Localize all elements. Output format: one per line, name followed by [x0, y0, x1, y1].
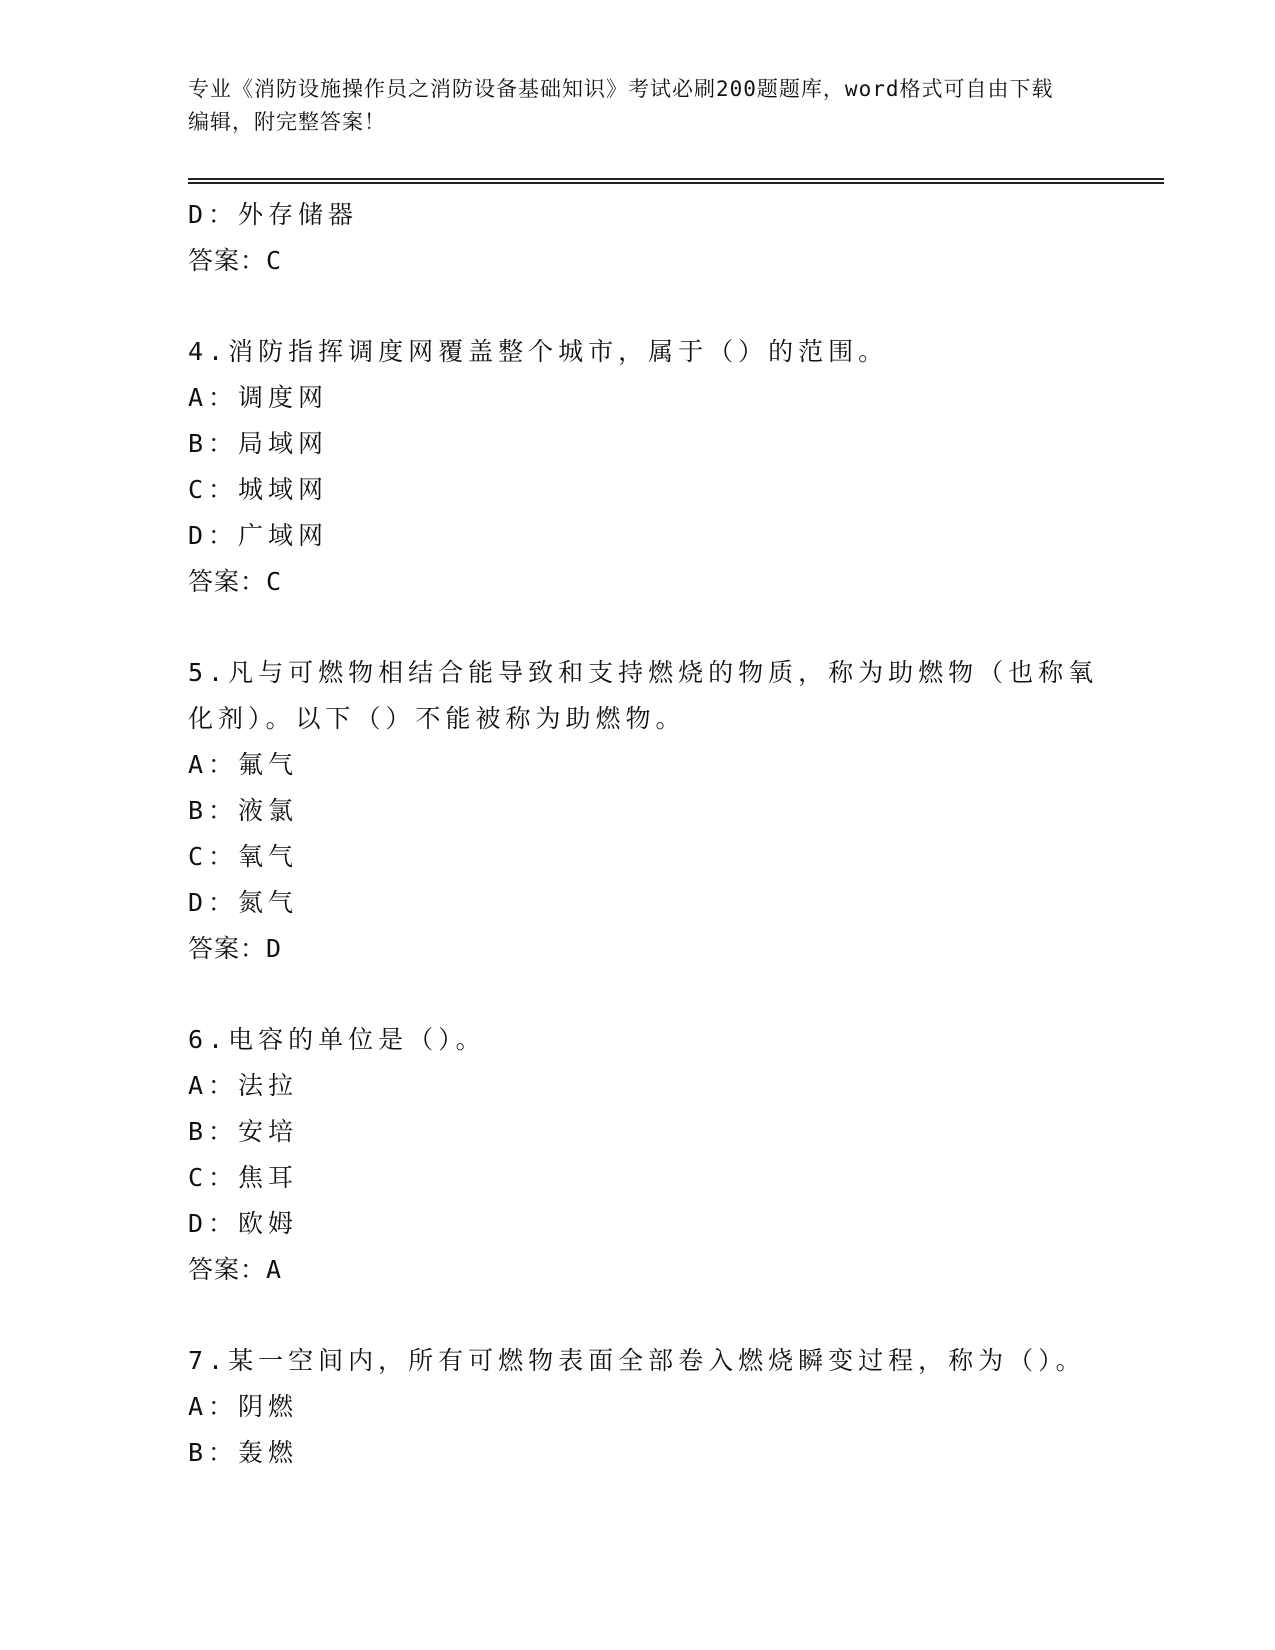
spacer: [188, 972, 1088, 1017]
question-6-option-a: A：法拉: [188, 1071, 299, 1100]
question-5-stem-line1: 5.凡与可燃物相结合能导致和支持燃烧的物质，称为助燃物（也称氧: [188, 658, 1099, 687]
question-5-answer: 答案：D: [188, 934, 283, 963]
question-6-option-b: B：安培: [188, 1117, 299, 1146]
question-5-option-d: D：氮气: [188, 888, 299, 917]
document-header: 专业《消防设施操作员之消防设备基础知识》考试必刷200题题库，word格式可自由下载编辑，附完整答案！: [188, 77, 1054, 134]
question-5-stem-line2: 化剂）。以下（）不能被称为助燃物。: [188, 704, 686, 733]
header-rule-bottom: [188, 182, 1164, 184]
question-7-option-b: B：轰燃: [188, 1438, 299, 1467]
question-6-answer: 答案：A: [188, 1255, 283, 1284]
question-7-option-a: A：阴燃: [188, 1392, 299, 1421]
header-rule-top: [188, 178, 1164, 180]
spacer: [188, 1293, 1088, 1338]
prev-answer: 答案：C: [188, 246, 283, 275]
question-4-answer: 答案：C: [188, 567, 283, 596]
question-6-option-c: C：焦耳: [188, 1163, 299, 1192]
spacer: [188, 605, 1088, 650]
question-5-option-c: C：氧气: [188, 842, 299, 871]
spacer: [188, 284, 1088, 329]
question-6-option-d: D：欧姆: [188, 1209, 299, 1238]
question-4-option-b: B：局域网: [188, 429, 329, 458]
question-7-stem: 7.某一空间内，所有可燃物表面全部卷入燃烧瞬变过程，称为（）。: [188, 1346, 1086, 1375]
question-6-stem: 6.电容的单位是（）。: [188, 1025, 486, 1054]
question-content: [188, 192, 1099, 1476]
question-5-option-a: A：氟气: [188, 750, 299, 779]
question-4-stem: 4.消防指挥调度网覆盖整个城市，属于（）的范围。: [188, 337, 889, 366]
question-5-option-b: B：液氯: [188, 796, 299, 825]
question-4-option-c: C：城域网: [188, 475, 329, 504]
question-4-option-a: A：调度网: [188, 383, 329, 412]
question-4-option-d: D：广域网: [188, 521, 329, 550]
prev-option-d: D：外存储器: [188, 200, 359, 229]
